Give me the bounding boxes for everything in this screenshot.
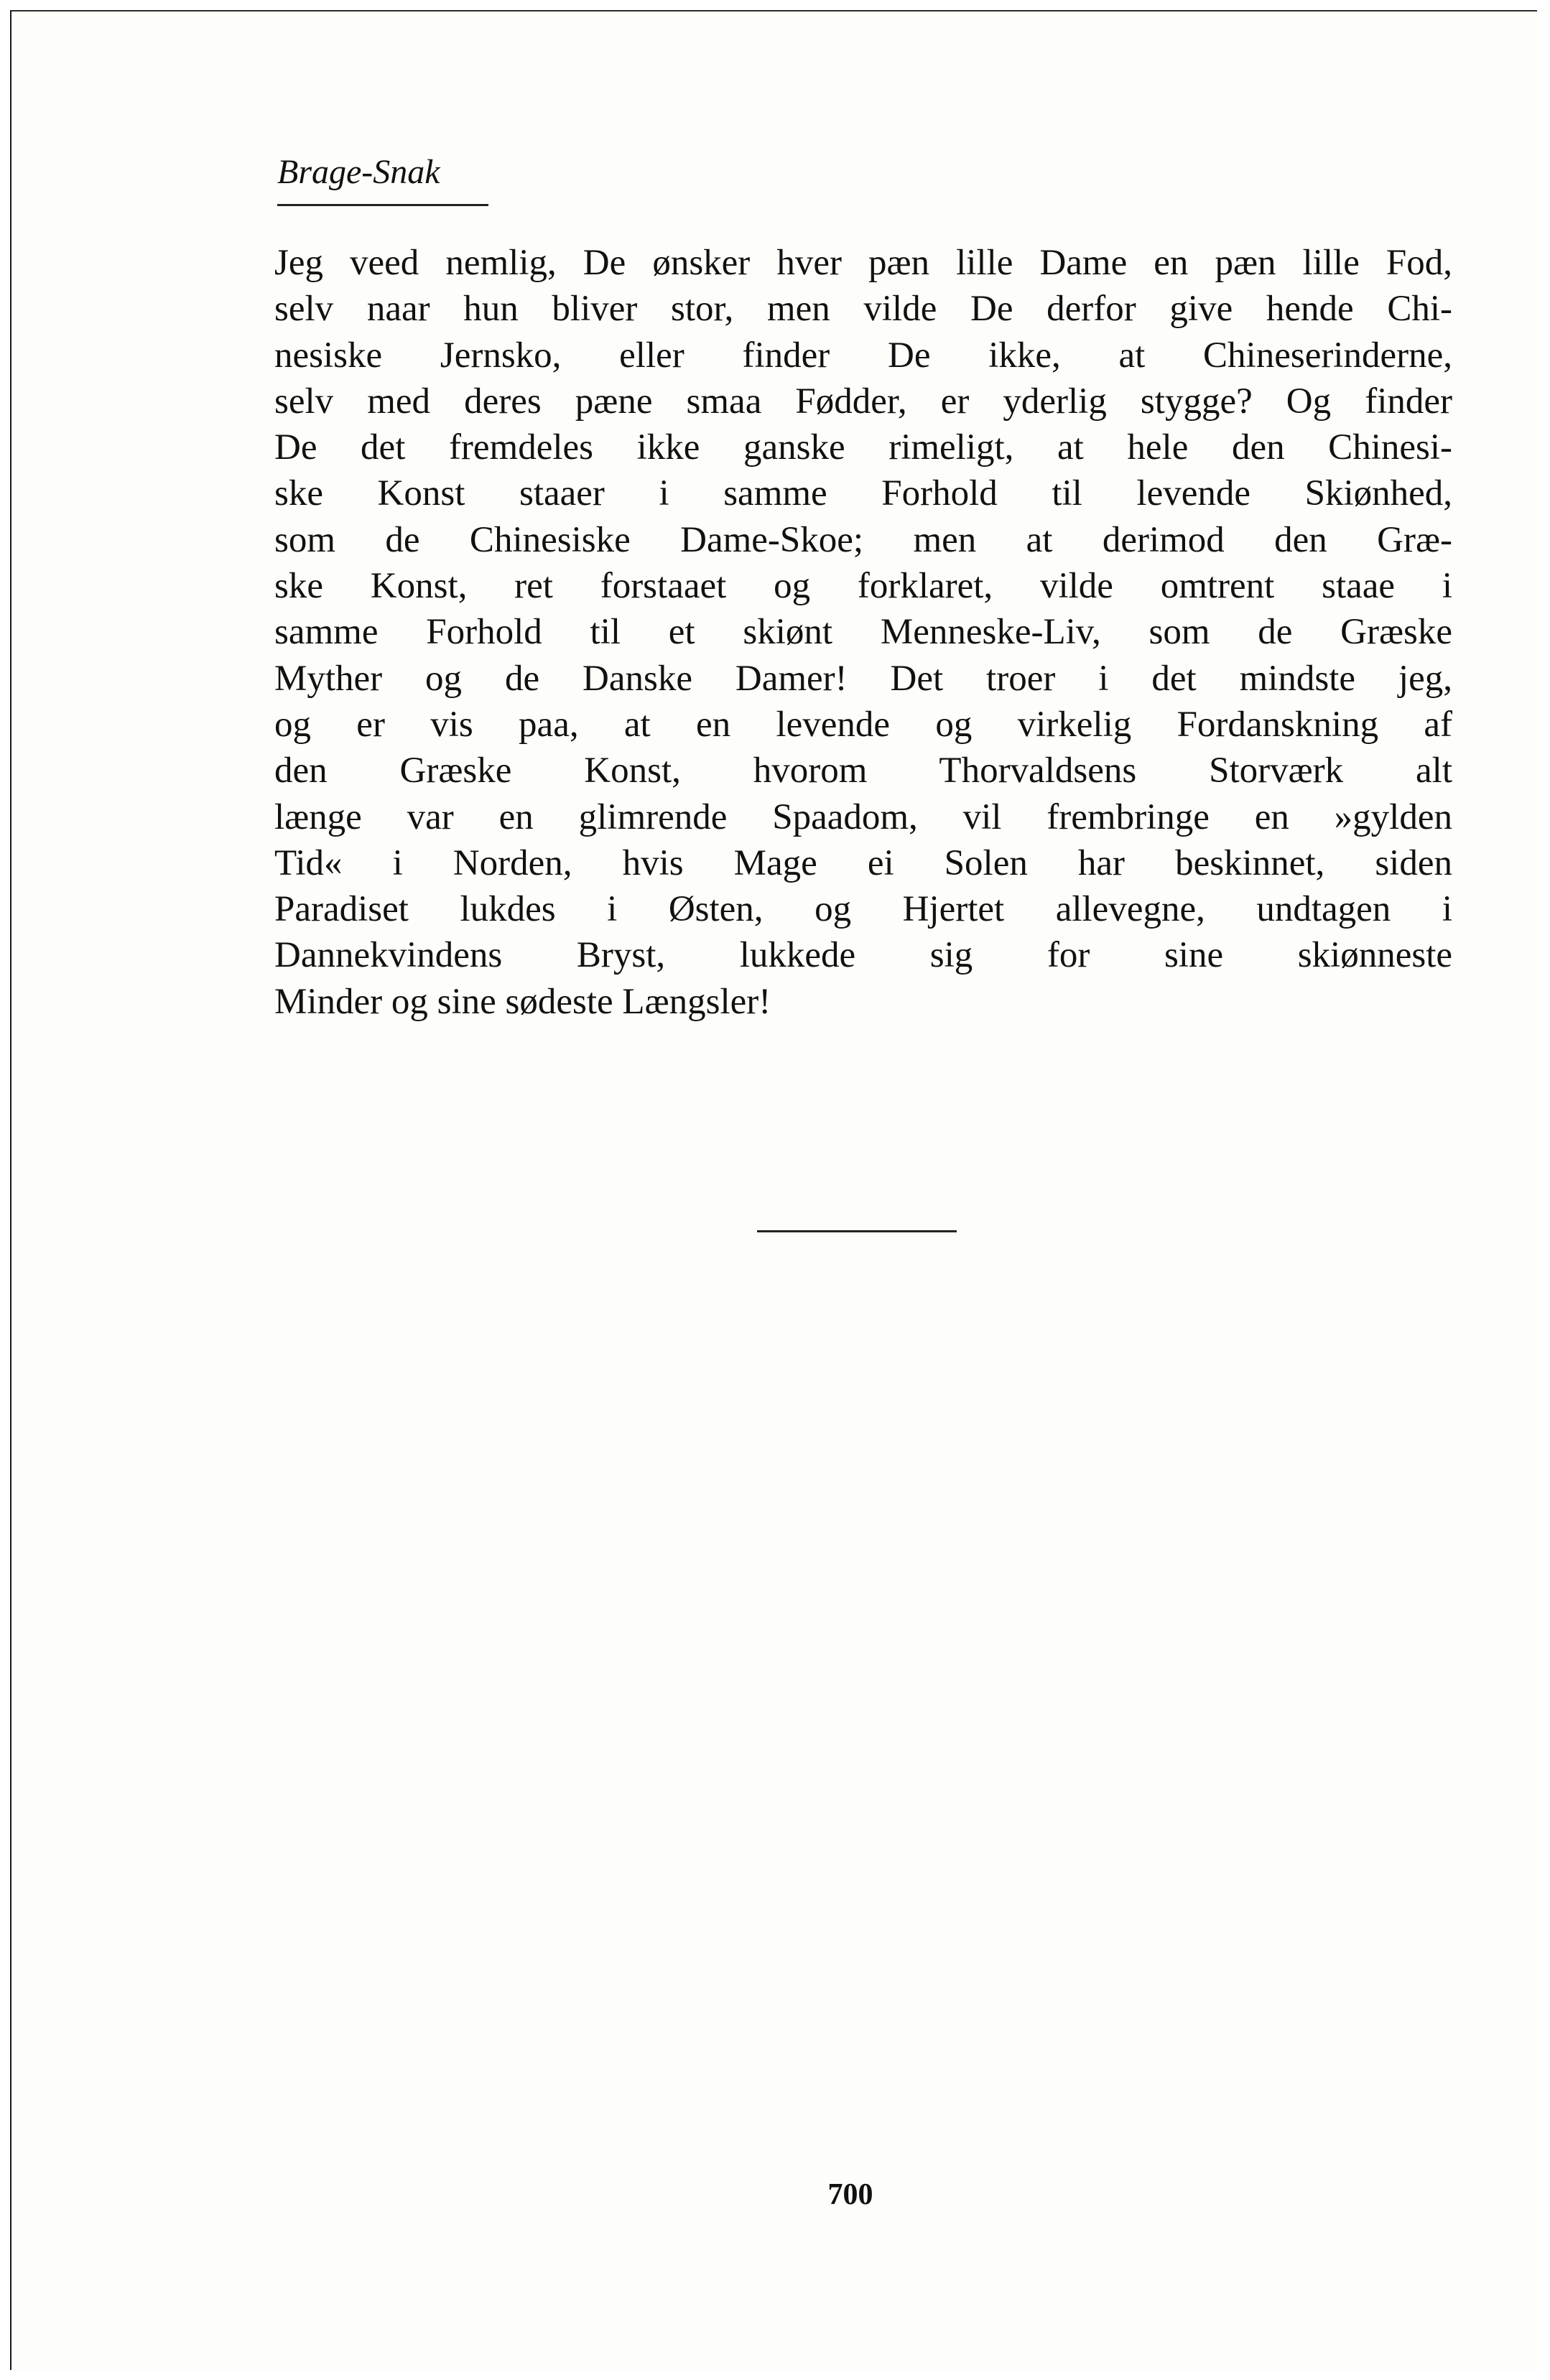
text-line: længe var en glimrende Spaadom, vil frembringe en »gylden [274, 796, 1452, 837]
text-line: ske Konst, ret forstaaet og forklaret, vilde omtrent staae i [274, 566, 1452, 607]
text-line: De det fremdeles ikke ganske rimeligt, at hele den Chinesi- [274, 427, 1452, 468]
text-line: selv med deres pæne smaa Fødder, er yderlig stygge? Og finder [274, 381, 1452, 422]
text-line: Jeg veed nemlig, De ønsker hver pæn lille Dame en pæn lille Fod, [274, 243, 1452, 283]
book-page [10, 10, 1537, 2370]
text-line: Tid« i Norden, hvis Mage ei Solen har beskinnet, siden [274, 842, 1452, 883]
text-line: samme Forhold til et skiønt Menneske-Liv, som de Græske [274, 612, 1452, 653]
running-head: Brage-Snak [277, 153, 440, 191]
section-end-rule [757, 1230, 957, 1232]
text-line: Paradiset lukdes i Østen, og Hjertet allevegne, undtagen i [274, 889, 1452, 930]
text-line: Dannekvindens Bryst, lukkede sig for sine skiønneste [274, 935, 1452, 976]
text-line: nesiske Jernsko, eller finder De ikke, at Chineserinderne, [274, 335, 1452, 376]
text-line: som de Chinesiske Dame-Skoe; men at derimod den Græ- [274, 519, 1452, 560]
text-line: selv naar hun bliver stor, men vilde De derfor give hende Chi- [274, 289, 1452, 330]
text-line: og er vis paa, at en levende og virkelig Fordanskning af [274, 704, 1452, 745]
running-head-rule [277, 204, 488, 206]
body-paragraph [274, 240, 1452, 1025]
text-line: ske Konst staaer i samme Forhold til levende Skiønhed, [274, 473, 1452, 514]
page-number: 700 [827, 2178, 873, 2211]
text-line: Myther og de Danske Damer! Det troer i det mindste jeg, [274, 658, 1452, 699]
text-line: Minder og sine sødeste Længsler! [274, 981, 771, 1022]
text-line: den Græske Konst, hvorom Thorvaldsens Storværk alt [274, 750, 1452, 791]
